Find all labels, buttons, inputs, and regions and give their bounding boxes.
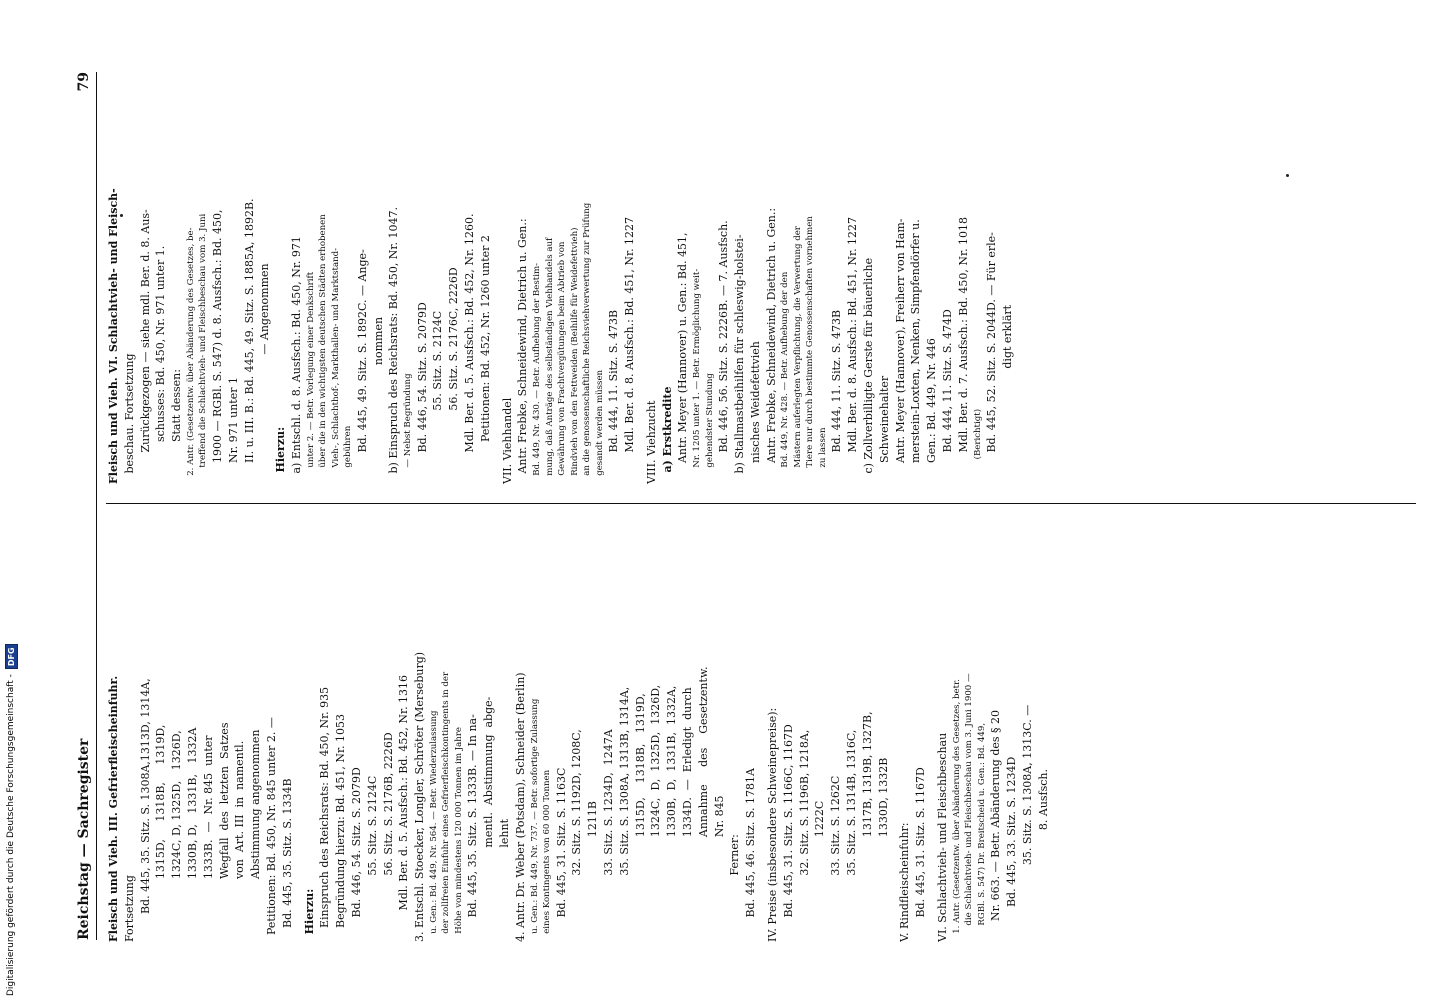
index-line: Hierzu: [274,426,288,484]
index-line: Antr. Frebke, Schneidewind, Dietrich u. Gen.: [516,218,530,484]
index-line: Bd. 445, 31. Sitz. S. 1167D [914,767,928,942]
index-line: 35. Sitz. S. 1308A, 1313C. — [1020,704,1034,942]
right-column [106,54,1016,484]
index-line: VIII. Viehzucht [644,400,658,484]
index-line: über die in den wichtigsten deutschen Städten erhobenen [318,214,329,484]
index-line: Annahme des Gesetzentw. [696,666,710,942]
index-line: Hierzu: [302,888,316,942]
index-line: Bd. 449, Nr. 428. — Betr. Aufhebung der den [780,271,791,484]
index-line: 1211B [586,801,600,942]
index-line: — Angenommen [258,263,272,484]
index-line: Einspruch des Reichsrats: Bd. 450, Nr. 935 [318,686,332,942]
index-line: gehendster Stundung [704,373,715,484]
header-title [76,739,92,940]
index-line: Petitionen: Bd. 452, Nr. 1260 unter 2 [478,235,492,484]
index-line: Nr. 1205 unter 1. — Betr. Ermöglichung weit- [692,268,703,484]
index-line: Bd. 449, Nr. 430. — Betr. Aufhebung der Bestim- [532,263,543,484]
index-line: Gewährung von Frachtvergütungen beim Abtrieb von [557,241,568,484]
index-line: b) Stallmastbeihilfen für schleswig-holstei- [733,234,747,484]
index-line: Höhe von mindestens 120 000 Tonnen im Jahre [453,726,464,942]
index-line: 1333B. — Nr. 845 unter [201,735,215,942]
index-line: 55. Sitz. S. 2124C [365,775,379,942]
index-line: Bd. 446, 54. Sitz. S. 2079D [415,302,429,484]
index-line: u. Gen.: Bd. 449, Nr. 564. — Betr. Wiederzulassung [428,710,439,942]
index-line: b) Einspruch des Reichsrats: Bd. 450, Nr. 1047. [387,207,401,484]
index-line: 33. Sitz. S. 1234D, 1247A [602,729,616,942]
index-line: beschau. Fortsetzung [122,353,136,484]
speck [1286,174,1289,177]
index-line: Bd. 445, 33. Sitz. S. 1234D [1005,756,1019,942]
index-line: 32. Sitz. S. 1192D, 1208C, [570,729,584,942]
index-line: a) Erstkredite [660,386,674,484]
index-line: 1317B, 1319B, 1327B, [860,711,874,942]
index-line: Gen.: Bd. 449, Nr. 446 [925,338,939,484]
header-left: Reichstag [76,862,92,940]
index-line: 1324C, D, 1325D, 1326D, [170,730,184,942]
index-line: VI. Schlachtvieh- und Fleischbeschau [935,732,949,942]
index-line: zu lassen [817,427,828,484]
index-line: mentl. Abstimmung abge- [482,696,496,942]
index-line: 1330B, D, 1331B, 1332A [185,727,199,942]
index-line: 1222C [813,800,827,942]
index-line: Antr. Frebke, Schneidewind, Dietrich u. Gen.: [764,207,778,484]
index-line: 56. Sitz. S. 2176B, 2226D [381,732,395,942]
index-line: Vieh-, Schlachthof-, Markthallen- und Marktstand- [330,247,341,484]
index-line: 35. Sitz. S. 1308A, 1313B, 1314A, [617,686,631,942]
index-line: Zurückgezogen — siehe mdl. Ber. d. 8. Aus- [138,209,152,484]
index-line: V. Rindfleischeinfuhr: [898,822,912,942]
page-header [74,72,94,940]
index-line: Nr. 971 unter 1 [226,377,240,484]
index-line: Mdl. Ber. d. 5. Ausfsch.: Bd. 452, Nr. 1316 [397,674,411,942]
index-line: Bd. 444, 11. Sitz. S. 473B [607,309,621,484]
dfg-logo: DFG [5,644,18,669]
index-line: 2. Antr. (Gesetzentw. über Abänderung des Gesetzes, be- [185,227,196,484]
index-line: nommen [371,316,385,484]
index-line: II. u. III. B.: Bd. 445, 49. Sitz. S. 1885A, 1892B. [242,198,256,484]
index-line: Bd. 445, 49. Sitz. S. 1892C. — Ange- [355,249,369,484]
index-line: Fleisch und Vieh. III. Gefrierfleischeinfuhr. [107,675,120,942]
index-line: 3. Entschl. Stoecker, Longler, Schröter (Merseburg) [413,651,427,942]
column-divider [106,503,1416,504]
index-line: 4. Antr. Dr. Weber (Potsdam), Schneider (Berlin) [513,672,527,942]
index-line: Mdl. Ber. d. 8. Ausfsch.: Bd. 451, Nr. 1227 [846,216,860,484]
index-line: — Nebst Begründung [403,373,414,484]
index-line: gebühren [343,425,354,484]
index-line: 32. Sitz. S. 1196B, 1218A, [797,729,811,942]
index-line: 1900 — RGBl. S. 547) d. 8. Ausfsch.: Bd. 450, [210,209,224,484]
index-line: merstein-Loxten, Nenken, Simpfendörfer u. [909,219,923,484]
index-line: u. Gen.: Bd. 449, Nr. 737. — Betr. sofortige Zulassung [529,698,540,942]
index-line: die Schlachtvieh- und Fleischbeschau vom 3. Juni 1900 — [964,673,975,942]
header-rule [96,72,97,940]
page-number: 79 [76,72,92,92]
index-line: 8. Ausfsch. [1036,768,1050,942]
index-line: 35. Sitz. S. 1314B, 1316C, [844,729,858,942]
index-line: 33. Sitz. S. 1262C [829,775,843,942]
index-line: lehnt [498,818,512,942]
index-line: Bd. 445, 35. Sitz. S. 1333B. — In na- [466,714,480,942]
index-line: 1324C, D, 1325D, 1326D, [649,684,663,942]
index-line: nisches Weidefettvieh [748,341,762,484]
index-line: Fortsetzung [122,875,136,942]
index-line: Mdl. Ber. d. 8. Ausfsch.: Bd. 451, Nr. 1227 [623,216,637,484]
index-line: 1315D, 1318B, 1319D, [154,724,168,942]
index-line: Statt dessen: [170,369,184,484]
index-line: an die genossenschaftliche Reichsviehverwertung zur Prüfung [582,202,593,484]
index-line: Antr. Meyer (Hannover), Freiherr von Ham- [893,218,907,484]
index-line: Antr. Meyer (Hannover) u. Gen.: Bd. 451, [676,232,690,484]
index-line: Bd. 445, 35. Sitz. S. 1334B [280,778,294,942]
digitization-footer [4,606,18,996]
index-line: Schweinehalter [877,375,891,484]
index-line: Mdl. Ber. d. 5. Ausfsch.: Bd. 452, Nr. 1260. [463,213,477,484]
index-line: 1315D, 1318B, 1319D, [633,693,647,942]
index-line: 1330D, 1332B [876,757,890,942]
index-line: eines Kontingents von 60 000 Tonnen [542,769,553,942]
index-line: c) Zollverbilligte Gerste für bäuerliche [862,257,875,484]
index-line: 56. Sitz. S. 2176C, 2226D [447,267,461,484]
index-line: Ferner: [728,834,742,942]
index-line: Fleisch und Vieh. VI. Schlachtvieh- und Fleisch- [107,188,120,484]
index-line: 1334D. — Erledigt durch [681,687,694,942]
header-center: — Sachregister [76,738,92,858]
index-line: Mästern auferlegten Verpflichtung, die Verwertung der [792,226,803,484]
index-line: Bd. 445, 46. Sitz. S. 1781A [744,768,758,942]
index-line: Nr. 845 [712,795,726,942]
index-line: a) Entschl. d. 8. Ausfsch.: Bd. 450, Nr. 971 [289,236,303,484]
index-line: Bd. 445, 52. Sitz. S. 2044D. — Für erle- [985,232,999,484]
index-line: Petitionen: Bd. 450, Nr. 845 unter 2. — [264,717,278,942]
index-line: Bd. 444, 11. Sitz. S. 473B [830,309,844,484]
index-line: 55. Sitz. S. 2124C [431,310,445,484]
index-line: RGBl. S. 547) Dr. Breitscheid u. Gen.: Bd. 449, [976,722,987,942]
index-line: 1330B, D, 1331B, 1332A, [665,685,679,942]
index-line: Begründung hierzu: Bd. 451, Nr. 1053 [334,713,348,942]
index-line: VII. Viehhandel [500,397,514,484]
index-line: Rindvieh von den Fettweiden (Beihilfe für Weidefettvieh) [569,227,580,484]
index-line: gesandt werden müssen [594,369,605,484]
index-line: Nr. 663. — Betr. Abänderung des § 20 [989,709,1003,942]
index-line: Wegfall des letzten Satzes [217,722,231,942]
index-line: Bd. 446, 54. Sitz. S. 2079D [349,767,363,942]
index-line: Bd. 445, 35. Sitz. S. 1308A,1313D, 1314A, [138,678,152,942]
index-line: IV. Preise (insbesondere Schweinepreise): [765,707,779,942]
index-line: (Berichtigt) [972,408,983,484]
index-line: Tiere nur durch bestimmte Genossenschaften vornehmen [805,216,816,484]
speck [120,214,123,217]
index-line: digt erklärt [1000,304,1014,484]
index-line: 1. Antr. (Gesetzentw. über Abänderung des Gesetzes, betr. [951,679,962,942]
index-line: Abstimmung angenommen [249,729,263,942]
left-column [106,512,1051,942]
index-line: Bd. 446, 56. Sitz. S. 2226B. — 7. Ausfsch. [717,220,731,484]
index-line: Bd. 444, 11. Sitz. S. 474D [940,309,954,484]
index-line: von Art. III in namentl. [233,740,247,942]
index-line: treffend die Schlachtvieh- und Fleischbeschau vom 3. Juni [198,213,209,484]
index-line: der zollfreien Einfuhr eines Gefrierfleischkontingents in der [441,671,452,942]
index-line: Bd. 445, 31. Sitz. S. 1163C [554,767,568,942]
index-line: mung, daß Anträge des selbständigen Viehhandels auf [544,237,555,484]
index-line: Mdl. Ber. d. 7. Ausfsch.: Bd. 450, Nr. 1018 [956,216,970,484]
index-line: schusses: Bd. 450, Nr. 971 unter 1. [154,245,168,484]
index-line: unter 2. — Betr. Vorlegung einer Denkschrift [305,271,316,484]
footer-text: Digitalisierung gefördert durch die Deutsche Forschungsgemeinschaft - [6,674,16,996]
index-line: Bd. 445, 31. Sitz. S. 1166C, 1167D [781,724,795,942]
